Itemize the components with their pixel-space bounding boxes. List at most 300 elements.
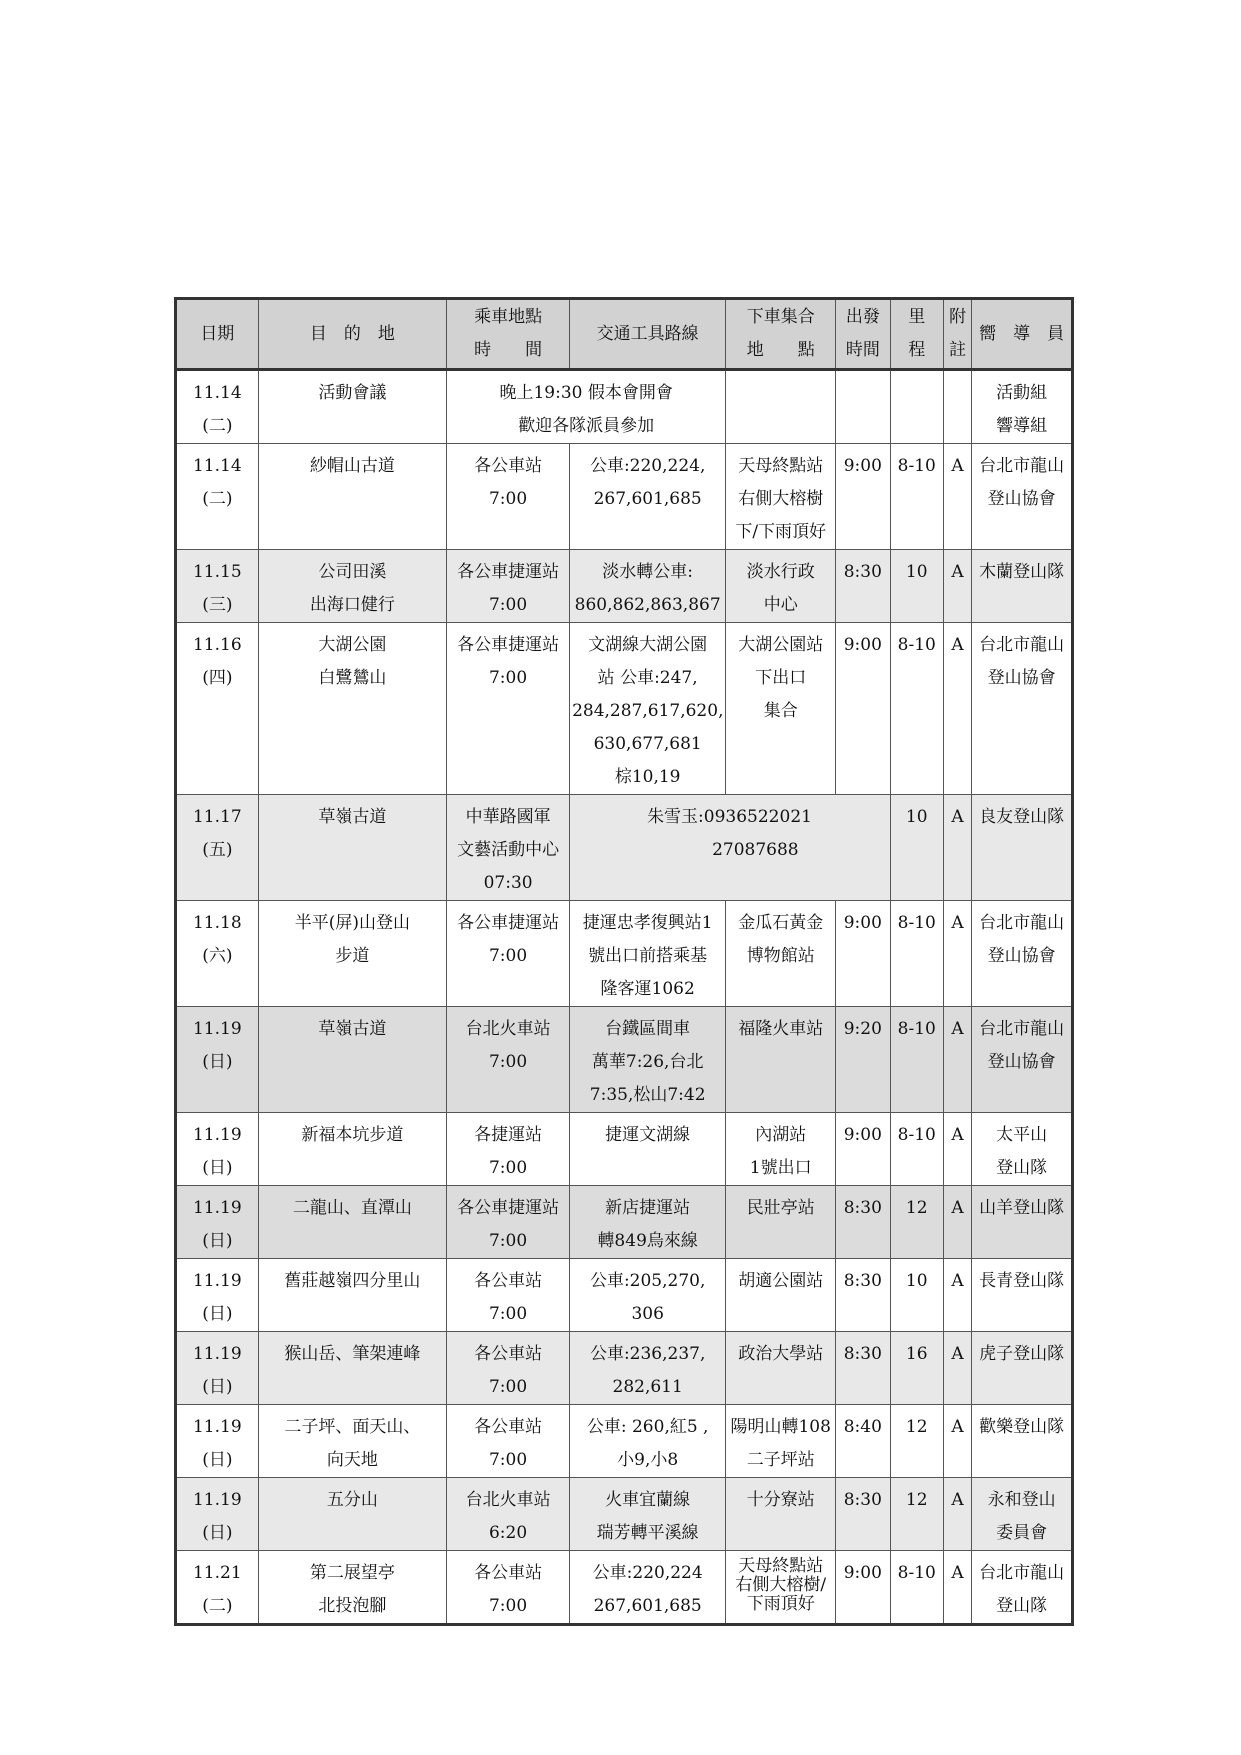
note-cell: A [943, 795, 971, 901]
destination-cell-line: 二龍山、直潭山 [292, 1198, 412, 1218]
pickup-cell-line: 7:00 [488, 946, 528, 966]
date-cell [176, 1332, 259, 1405]
header-mileage [890, 299, 943, 370]
route-cell-line: 284,287,617,620, [572, 701, 724, 721]
route-cell [570, 1186, 726, 1259]
dropoff-cell-line: 胡適公園站 [738, 1271, 824, 1291]
mileage-cell: 8-10 [890, 901, 943, 1007]
header-pickup-line1: 乘車地點 [474, 307, 543, 327]
date-cell-line: (二) [202, 489, 233, 509]
dropoff-cell-line: 淡水行政 [746, 562, 815, 582]
dropoff-cell [726, 1259, 836, 1332]
date-cell [176, 1405, 259, 1478]
table-row [176, 1259, 1073, 1332]
dropoff-cell [726, 1007, 836, 1113]
date-cell-line: (二) [202, 416, 233, 436]
mileage-cell: 8-10 [890, 623, 943, 795]
note-cell: A [943, 1405, 971, 1478]
date-cell-line: 11.15 [192, 562, 242, 582]
guide-cell-line: 歡樂登山隊 [979, 1417, 1065, 1437]
route-cell-line: 新店捷運站 [605, 1198, 691, 1218]
pickup-cell-line: 7:00 [488, 1304, 528, 1324]
guide-cell-line: 委員會 [996, 1523, 1048, 1543]
header-route: 交通工具路線 [570, 299, 726, 370]
guide-cell-line: 台北市龍山 [979, 913, 1065, 933]
route-cell-line: 公車:205,270, [589, 1271, 706, 1291]
pickup-cell-line: 6:20 [488, 1523, 528, 1543]
route-cell-line: 捷運忠孝復興站1 [582, 913, 713, 933]
date-cell-line: 11.14 [192, 383, 242, 403]
destination-cell-line: 出海口健行 [309, 595, 395, 615]
note-cell: A [943, 1332, 971, 1405]
guide-cell-line: 台北市龍山 [979, 1019, 1065, 1039]
pickup-cell [447, 1259, 570, 1332]
note-cell: A [943, 1478, 971, 1551]
depart-cell: 9:00 [836, 444, 890, 550]
table-row [176, 1405, 1073, 1478]
pickup-cell-line: 台北火車站 [465, 1490, 551, 1510]
pickup-cell-line: 各公車站 [474, 1344, 543, 1364]
pickup-cell [447, 550, 570, 623]
meeting-note-cell-line: 歡迎各隊派員參加 [518, 416, 655, 436]
header-depart-line2: 時間 [845, 340, 880, 360]
guide-cell-line: 長青登山隊 [979, 1271, 1065, 1291]
destination-cell-line: 半平(屏)山登山 [294, 913, 410, 933]
guide-cell-line: 響導組 [996, 416, 1048, 436]
date-cell-line: 11.21 [192, 1563, 242, 1583]
route-cell [570, 1551, 726, 1625]
route-cell-line: 文湖線大湖公園 [588, 635, 708, 655]
depart-cell: 8:30 [836, 1478, 890, 1551]
guide-cell-line: 台北市龍山 [979, 456, 1065, 476]
dropoff-cell-line: 博物館站 [746, 946, 815, 966]
route-cell-line: 號出口前搭乘基 [588, 946, 708, 966]
route-cell [570, 1478, 726, 1551]
date-cell-line: (五) [202, 840, 233, 860]
dropoff-cell-line: 下雨頂好 [746, 1594, 815, 1614]
table-row [176, 370, 1073, 444]
header-note-line1: 附 [949, 307, 967, 327]
pickup-cell-line: 中華路國軍 [465, 807, 551, 827]
guide-cell-line: 虎子登山隊 [979, 1344, 1065, 1364]
depart-cell: 8:40 [836, 1405, 890, 1478]
note-cell [943, 370, 971, 444]
date-cell-line: 11.19 [192, 1490, 242, 1510]
guide-cell-line: 良友登山隊 [979, 807, 1065, 827]
guide-cell [972, 1551, 1073, 1625]
route-cell-line: 轉849烏來線 [597, 1231, 698, 1251]
route-cell-line: 隆客運1062 [600, 979, 695, 999]
date-cell [176, 1113, 259, 1186]
date-cell [176, 1259, 259, 1332]
date-cell [176, 550, 259, 623]
date-cell-line: 11.19 [192, 1125, 242, 1145]
date-cell-line: 11.19 [192, 1019, 242, 1039]
destination-cell-line: 二子坪、面天山、 [284, 1417, 421, 1437]
pickup-cell-line: 7:00 [488, 1052, 528, 1072]
dropoff-cell-line: 陽明山轉108 [730, 1417, 831, 1437]
date-cell-line: 11.16 [192, 635, 242, 655]
pickup-cell [447, 901, 570, 1007]
route-cell-line: 站 公車:247, [597, 668, 698, 688]
note-cell: A [943, 1259, 971, 1332]
guide-cell [972, 1007, 1073, 1113]
header-destination: 目 的 地 [258, 299, 446, 370]
header-row [176, 299, 1073, 370]
pickup-cell [447, 1186, 570, 1259]
guide-cell-line: 登山協會 [987, 1052, 1056, 1072]
pickup-cell-line: 台北火車站 [465, 1019, 551, 1039]
depart-cell: 9:00 [836, 623, 890, 795]
guide-cell [972, 370, 1073, 444]
table-row [176, 1113, 1073, 1186]
route-cell-line: 火車宜蘭線 [605, 1490, 691, 1510]
dropoff-cell [726, 623, 836, 795]
date-cell [176, 1478, 259, 1551]
mileage-cell: 10 [890, 1259, 943, 1332]
dropoff-cell [726, 1478, 836, 1551]
guide-cell [972, 1113, 1073, 1186]
mileage-cell: 12 [890, 1186, 943, 1259]
depart-cell: 9:00 [836, 901, 890, 1007]
guide-cell [972, 444, 1073, 550]
date-cell [176, 1186, 259, 1259]
route-cell-line: 小9,小8 [617, 1450, 679, 1470]
table-row [176, 1186, 1073, 1259]
route-cell-line: 267,601,685 [593, 1596, 702, 1616]
dropoff-cell [726, 1113, 836, 1186]
date-cell-line: 11.18 [192, 913, 242, 933]
route-cell [570, 1259, 726, 1332]
destination-cell [258, 623, 446, 795]
guide-cell-line: 山羊登山隊 [979, 1198, 1065, 1218]
guide-cell [972, 1405, 1073, 1478]
dropoff-cell-line: 天母終點站 [738, 1556, 824, 1576]
header-pickup-line2: 時 間 [474, 340, 543, 360]
date-cell-line: 11.19 [192, 1198, 242, 1218]
contact-cell [570, 795, 890, 901]
header-note-line2: 註 [949, 340, 967, 360]
note-cell: A [943, 1186, 971, 1259]
guide-cell-line: 太平山 [996, 1125, 1048, 1145]
depart-cell [836, 370, 890, 444]
depart-cell: 9:20 [836, 1007, 890, 1113]
date-cell-line: 11.19 [192, 1344, 242, 1364]
destination-cell [258, 370, 446, 444]
dropoff-cell-line: 集合 [763, 701, 798, 721]
date-cell [176, 1551, 259, 1625]
guide-cell-line: 台北市龍山 [979, 1563, 1065, 1583]
depart-cell: 8:30 [836, 1259, 890, 1332]
destination-cell [258, 1186, 446, 1259]
mileage-cell: 8-10 [890, 1007, 943, 1113]
date-cell-line: (日) [202, 1523, 233, 1543]
route-cell-line: 淡水轉公車: [602, 562, 694, 582]
route-cell-line: 瑞芳轉平溪線 [596, 1523, 699, 1543]
depart-cell: 8:30 [836, 1332, 890, 1405]
pickup-cell-line: 各公車站 [474, 1563, 543, 1583]
date-cell-line: 11.19 [192, 1417, 242, 1437]
note-cell: A [943, 550, 971, 623]
header-depart-line1: 出發 [845, 307, 880, 327]
guide-cell [972, 1186, 1073, 1259]
date-cell [176, 901, 259, 1007]
dropoff-cell-line: 右側大榕樹/ [735, 1575, 827, 1595]
route-cell [570, 1405, 726, 1478]
date-cell [176, 795, 259, 901]
schedule-body [176, 370, 1073, 1625]
mileage-cell: 16 [890, 1332, 943, 1405]
contact-cell-line: 朱雪玉:0936522021 [647, 807, 812, 827]
pickup-cell-line: 7:00 [488, 489, 528, 509]
note-cell: A [943, 444, 971, 550]
dropoff-cell-line: 天母終點站 [738, 456, 824, 476]
note-cell: A [943, 1007, 971, 1113]
dropoff-cell [726, 1405, 836, 1478]
guide-cell [972, 623, 1073, 795]
route-cell [570, 444, 726, 550]
pickup-cell-line: 各公車捷運站 [457, 1198, 560, 1218]
dropoff-cell-line: 福隆火車站 [738, 1019, 824, 1039]
pickup-cell [447, 1332, 570, 1405]
depart-cell: 9:00 [836, 1551, 890, 1625]
destination-cell-line: 草嶺古道 [318, 1019, 387, 1039]
header-dropoff-line2: 地 點 [746, 340, 815, 360]
mileage-cell: 12 [890, 1478, 943, 1551]
destination-cell-line: 新福本坑步道 [301, 1125, 404, 1145]
dropoff-cell-line: 下/下雨頂好 [735, 522, 827, 542]
route-cell-line: 捷運文湖線 [605, 1125, 691, 1145]
pickup-cell-line: 各公車站 [474, 1271, 543, 1291]
route-cell-line: 630,677,681 [593, 734, 702, 754]
destination-cell-line: 步道 [335, 946, 370, 966]
destination-cell [258, 1478, 446, 1551]
date-cell-line: (日) [202, 1304, 233, 1324]
route-cell-line: 7:35,松山7:42 [589, 1085, 706, 1105]
mileage-cell: 8-10 [890, 444, 943, 550]
guide-cell-line: 登山隊 [996, 1158, 1048, 1178]
dropoff-cell [726, 901, 836, 1007]
header-guide: 嚮 導 員 [972, 299, 1073, 370]
dropoff-cell-line: 內湖站 [755, 1125, 807, 1145]
date-cell [176, 623, 259, 795]
destination-cell [258, 1113, 446, 1186]
guide-cell-line: 登山協會 [987, 489, 1056, 509]
pickup-cell [447, 1551, 570, 1625]
note-cell: A [943, 1113, 971, 1186]
dropoff-cell-line: 民壯亭站 [746, 1198, 815, 1218]
pickup-cell [447, 444, 570, 550]
destination-cell-line: 舊莊越嶺四分里山 [284, 1271, 421, 1291]
mileage-cell: 8-10 [890, 1551, 943, 1625]
guide-cell [972, 795, 1073, 901]
guide-cell-line: 登山協會 [987, 668, 1056, 688]
route-cell-line: 860,862,863,867 [574, 595, 721, 615]
dropoff-cell [726, 1186, 836, 1259]
dropoff-cell [726, 550, 836, 623]
destination-cell-line: 第二展望亭 [309, 1563, 395, 1583]
dropoff-cell-line: 中心 [763, 595, 798, 615]
date-cell-line: 11.19 [192, 1271, 242, 1291]
pickup-cell [447, 1007, 570, 1113]
table-row [176, 795, 1073, 901]
table-row [176, 444, 1073, 550]
destination-cell [258, 1007, 446, 1113]
mileage-cell: 12 [890, 1405, 943, 1478]
destination-cell-line: 向天地 [326, 1450, 378, 1470]
date-cell-line: (日) [202, 1158, 233, 1178]
destination-cell [258, 1551, 446, 1625]
mileage-cell [890, 370, 943, 444]
table-row [176, 1478, 1073, 1551]
route-cell-line: 306 [631, 1304, 664, 1324]
date-cell-line: (二) [202, 1596, 233, 1616]
meeting-note-cell-line: 晚上19:30 假本會開會 [499, 383, 673, 403]
contact-cell-line: 27087688 [712, 840, 799, 860]
destination-cell [258, 444, 446, 550]
pickup-cell [447, 1405, 570, 1478]
destination-cell-line: 大湖公園 [318, 635, 387, 655]
destination-cell-line: 活動會議 [318, 383, 387, 403]
pickup-cell-line: 各公車捷運站 [457, 562, 560, 582]
guide-cell [972, 550, 1073, 623]
route-cell [570, 1332, 726, 1405]
destination-cell-line: 猴山岳、筆架連峰 [284, 1344, 421, 1364]
guide-cell [972, 1478, 1073, 1551]
dropoff-cell-line: 下出口 [755, 668, 807, 688]
dropoff-cell [726, 1332, 836, 1405]
pickup-cell-line: 7:00 [488, 1231, 528, 1251]
pickup-cell [447, 1113, 570, 1186]
depart-cell: 9:00 [836, 1113, 890, 1186]
meeting-note-cell [447, 370, 726, 444]
pickup-cell-line: 各公車站 [474, 1417, 543, 1437]
route-cell-line: 台鐵區間車 [605, 1019, 691, 1039]
header-dropoff [726, 299, 836, 370]
date-cell-line: (日) [202, 1377, 233, 1397]
guide-cell-line: 永和登山 [987, 1490, 1056, 1510]
route-cell-line: 萬華7:26,台北 [591, 1052, 704, 1072]
guide-cell-line: 活動組 [996, 383, 1048, 403]
route-cell-line: 公車:220,224, [589, 456, 706, 476]
header-mileage-line2: 程 [908, 340, 926, 360]
route-cell [570, 1113, 726, 1186]
pickup-cell-line: 各公車站 [474, 456, 543, 476]
guide-cell-line: 木蘭登山隊 [979, 562, 1065, 582]
route-cell-line: 棕10,19 [614, 767, 681, 787]
pickup-cell-line: 7:00 [488, 1377, 528, 1397]
guide-cell-line: 登山隊 [996, 1596, 1048, 1616]
depart-cell: 8:30 [836, 550, 890, 623]
guide-cell-line: 登山協會 [987, 946, 1056, 966]
mileage-cell: 10 [890, 550, 943, 623]
pickup-cell-line: 7:00 [488, 668, 528, 688]
date-cell [176, 1007, 259, 1113]
table-row [176, 623, 1073, 795]
route-cell [570, 1007, 726, 1113]
header-note [943, 299, 971, 370]
date-cell-line: (六) [202, 946, 233, 966]
table-row [176, 550, 1073, 623]
depart-cell: 8:30 [836, 1186, 890, 1259]
destination-cell-line: 紗帽山古道 [309, 456, 395, 476]
dropoff-cell-line: 政治大學站 [738, 1344, 824, 1364]
pickup-cell-line: 各公車捷運站 [457, 635, 560, 655]
route-cell-line: 282,611 [612, 1377, 683, 1397]
route-cell-line: 公車: 260,紅5 , [586, 1417, 709, 1437]
route-cell [570, 623, 726, 795]
pickup-cell-line: 7:00 [488, 1596, 528, 1616]
pickup-cell-line: 文藝活動中心 [457, 840, 560, 860]
hiking-schedule-table [174, 297, 1074, 1626]
mileage-cell: 8-10 [890, 1113, 943, 1186]
route-cell-line: 公車:220,224 [592, 1563, 703, 1583]
table-row [176, 901, 1073, 1007]
pickup-cell-line: 07:30 [483, 873, 533, 893]
dropoff-cell [726, 444, 836, 550]
header-pickup [447, 299, 570, 370]
pickup-cell-line: 各捷運站 [474, 1125, 543, 1145]
destination-cell [258, 550, 446, 623]
dropoff-cell-line: 金瓜石黃金 [738, 913, 824, 933]
pickup-cell [447, 1478, 570, 1551]
dropoff-cell [726, 1551, 836, 1625]
date-cell [176, 444, 259, 550]
header-depart [836, 299, 890, 370]
date-cell-line: (日) [202, 1450, 233, 1470]
date-cell [176, 370, 259, 444]
route-cell-line: 公車:236,237, [589, 1344, 706, 1364]
guide-cell [972, 1332, 1073, 1405]
dropoff-cell-line: 1號出口 [749, 1158, 812, 1178]
date-cell-line: 11.14 [192, 456, 242, 476]
pickup-cell [447, 623, 570, 795]
route-cell-line: 267,601,685 [593, 489, 702, 509]
date-cell-line: (日) [202, 1231, 233, 1251]
guide-cell-line: 台北市龍山 [979, 635, 1065, 655]
destination-cell [258, 1259, 446, 1332]
dropoff-cell-line: 二子坪站 [746, 1450, 815, 1470]
destination-cell-line: 草嶺古道 [318, 807, 387, 827]
note-cell: A [943, 623, 971, 795]
dropoff-cell [726, 370, 836, 444]
note-cell: A [943, 901, 971, 1007]
guide-cell [972, 1259, 1073, 1332]
destination-cell-line: 公司田溪 [318, 562, 387, 582]
destination-cell [258, 1332, 446, 1405]
table-row [176, 1332, 1073, 1405]
destination-cell-line: 白鷺鷥山 [318, 668, 387, 688]
pickup-cell-line: 7:00 [488, 595, 528, 615]
dropoff-cell-line: 右側大榕樹 [738, 489, 824, 509]
destination-cell-line: 北投泡腳 [318, 1596, 387, 1616]
pickup-cell-line: 7:00 [488, 1158, 528, 1178]
dropoff-cell-line: 十分寮站 [746, 1490, 815, 1510]
route-cell [570, 901, 726, 1007]
date-cell-line: (三) [202, 595, 233, 615]
mileage-cell: 10 [890, 795, 943, 901]
pickup-cell [447, 795, 570, 901]
header-mileage-line1: 里 [908, 307, 926, 327]
note-cell: A [943, 1551, 971, 1625]
destination-cell [258, 901, 446, 1007]
pickup-cell-line: 7:00 [488, 1450, 528, 1470]
guide-cell [972, 901, 1073, 1007]
table-row [176, 1007, 1073, 1113]
destination-cell-line: 五分山 [326, 1490, 378, 1510]
destination-cell [258, 1405, 446, 1478]
date-cell-line: (四) [202, 668, 233, 688]
